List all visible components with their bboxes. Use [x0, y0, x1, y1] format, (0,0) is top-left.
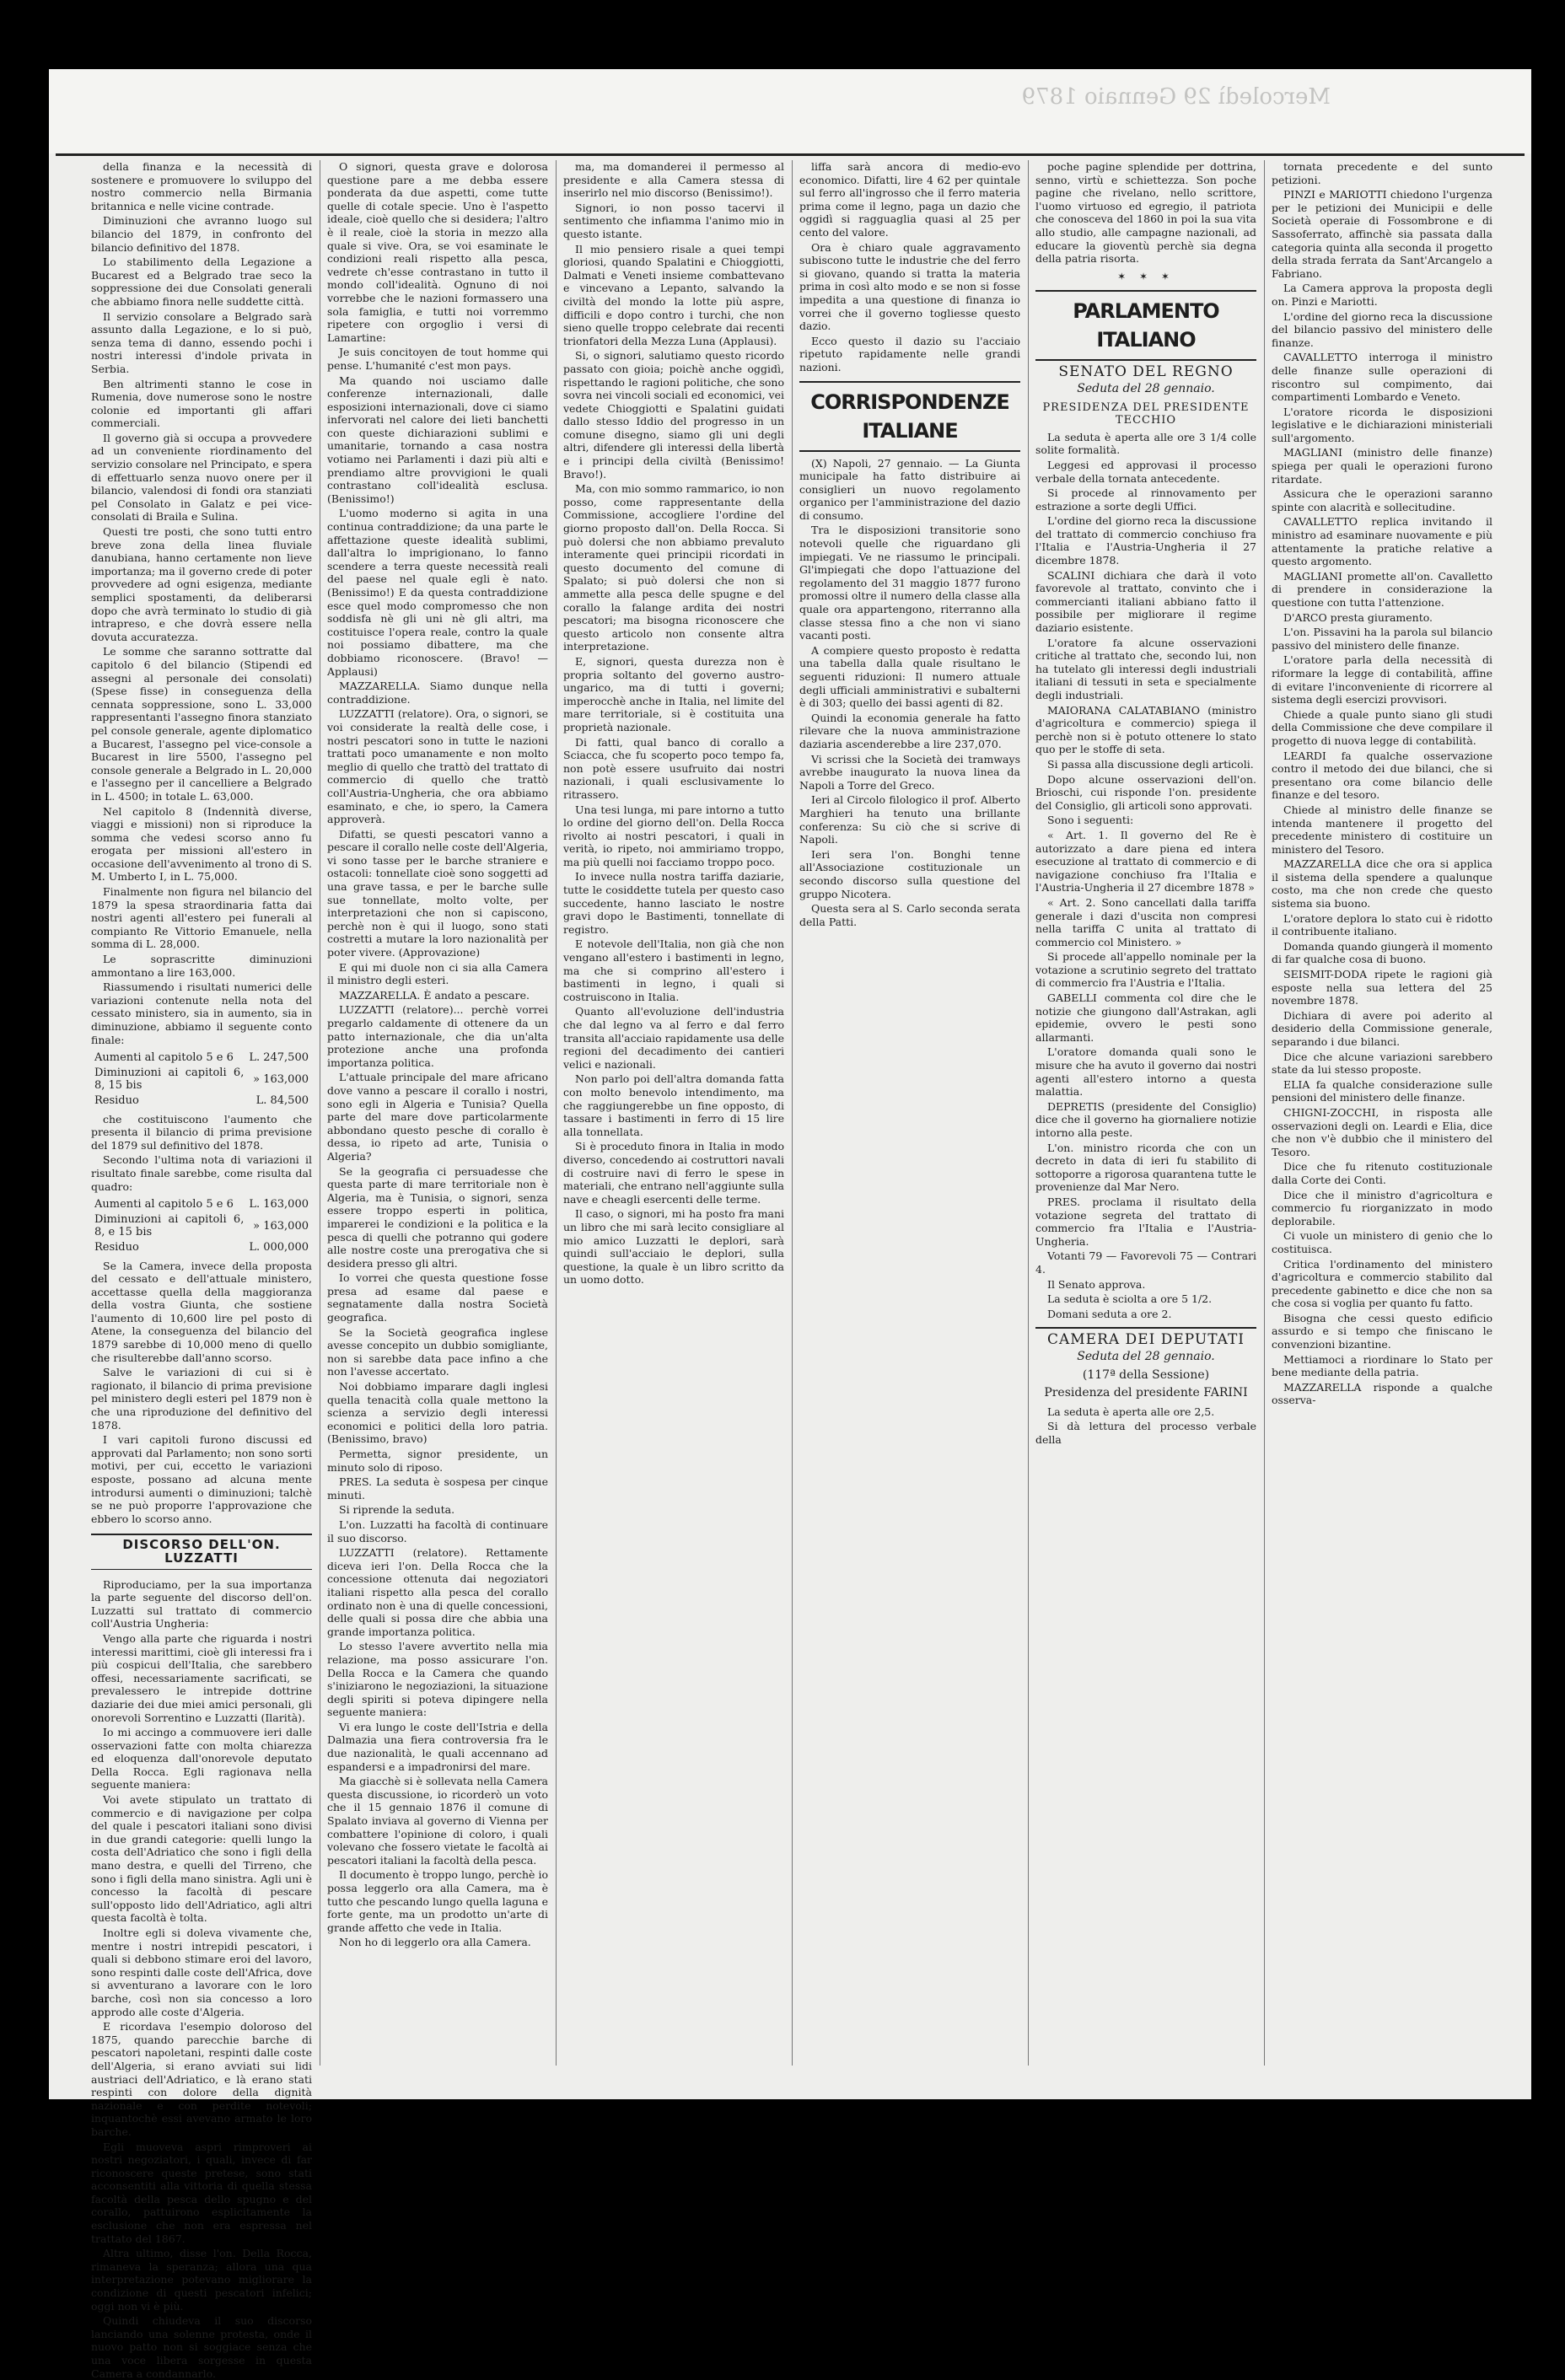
section-title-corrispondenze: CORRISPONDENZE ITALIANE: [799, 381, 1020, 452]
paragraph: Ieri al Circolo filologico il prof. Alberto Marghieri ha tenuto una brillante conferenza: Su ciò che si scrive di Napoli.: [799, 793, 1020, 846]
paragraph: Tra le disposizioni transitorie sono notevoli quelle che riguardano gli impiegati. Ve ne riassumo le principali. Gl'impiegati che dopo l'attuazione del regolamento del 31 maggio 1877 furono promossi oltre il numero della classe alla quale ora appartengono, riterranno alla classe stessa fino a che non vi siano vacanti posti.: [799, 524, 1020, 642]
paragraph: Assicura che le operazioni saranno spinte con alacrità e sollecitudine.: [1272, 487, 1492, 513]
column-4-paragraphs-2: [799, 457, 1020, 929]
paragraph: L'oratore ricorda le disposizioni legislative e le dichiarazioni ministeriali sull'argomento.: [1272, 405, 1492, 444]
paragraph: Ieri sera l'on. Bonghi tenne all'Associazione costituzionale un secondo discorso sulla questione del gruppo Nicotera.: [799, 847, 1020, 900]
paragraph: Si, o signori, salutiamo questo ricordo passato con gioia; poichè anche oggidì, rispettando le ragioni politiche, che sono sovra nei vincoli sociali ed economici, vei vedete Chioggiotti e Spalatini guidati dallo stesso Iddio del progresso in un comune disegno, siamo gli uni degli altri, difendere gli interessi della libertà e i principi della civiltà (Benissimo! Bravo!).: [563, 349, 784, 481]
paragraph: I vari capitoli furono discussi ed approvati dal Parlamento; non sono sorti motivi, per cui, eccetto le variazioni esposte, possano ad alcuna mente introdursi aumenti o diminuzioni; talchè se ne può proporre l'approvazione che ebbero lo scorso anno.: [91, 1433, 312, 1525]
paragraph: SEISMIT-DODA ripete le ragioni già esposte nella sua lettera del 25 novembre 1878.: [1272, 968, 1492, 1007]
paragraph: Ma giacchè si è sollevata nella Camera questa discussione, io ricorderò un voto che il 15 gennaio 1876 il comune di Spalato inviava al governo di Vienna per combattere l'opinione di coloro, i quali volevano che fossero vietate le facoltà ai pescatori italiani la facoltà della pesca.: [327, 1775, 548, 1867]
paragraph: Chiede a quale punto siano gli studi della Commissione che deve compilare il progetto di nuova legge di contabilità.: [1272, 707, 1492, 747]
paragraph: L'oratore fa alcune osservazioni critiche al trattato che, secondo lui, non ha tutelato gli interessi degli industriali italiani di tessuti in seta e specialmente degli industriali.: [1035, 636, 1256, 701]
paragraph: Ma, con mio sommo rammarico, io non posso, come rappresentante della Commissione, accogliere l'ordine del giorno proposto dall'on. Della Rocca. Si può dolersi che non abbiamo prevaluto interamente quei principii ricordati in questo documento del comune di Spalato; si può dolersi che non si ammette alla pesca delle spugne e del corallo la falange ardita dei nostri pescatori; ma bisogna riconoscere che questo articolo non consente altra interpretazione.: [563, 482, 784, 653]
paragraph: (X) Napoli, 27 gennaio. — La Giunta municipale ha fatto distribuire ai consiglieri un nuovo regolamento organico per l'amministrazione del dazio di consumo.: [799, 456, 1020, 522]
figure-label: Diminuzioni ai capitoli 6, 8, e 15 bis: [94, 1212, 245, 1239]
paragraph: Nel capitolo 8 (Indennità diverse, viaggi e missioni) non si riproduce la somma che vedesi scorso anno fu erogata per missioni all'estero in occasione dell'avvenimento al trono di S. M. Umberto I, in L. 75,000.: [91, 804, 312, 884]
paragraph: Votanti 79 — Favorevoli 75 — Contrari 4.: [1035, 1249, 1256, 1276]
paragraph: L'ordine del giorno reca la discussione del bilancio passivo del ministero delle finanze.: [1272, 309, 1492, 349]
paragraph: « Art. 1. Il governo del Re è autorizzato a dare piena ed intera esecuzione al trattato di commercio e di navigazione conchiuso fra l'Italia e l'Austria-Ungheria il 27 dicembre 1878 »: [1035, 828, 1256, 895]
paragraph: Questi tre posti, che sono tutti entro breve zona della linea fluviale danubiana, hanno certamente non lieve importanza; ma il governo crede di poter provvedere ad ogni esigenza, mediante semplici spostamenti, da deliberarsi dopo che avrà terminato lo studio di già intrapreso, e che dovrà essere nella dovuta accuratezza.: [91, 525, 312, 643]
senate-date: Seduta del 28 gennaio.: [1077, 381, 1215, 395]
paragraph: E qui mi duole non ci sia alla Camera il ministro degli esteri.: [327, 960, 548, 987]
paragraph: Il Senato approva.: [1047, 1277, 1146, 1291]
paragraph: MAGLIANI (ministro delle finanze) spiega per quali le operazioni furono ritardate.: [1272, 446, 1492, 486]
paragraph: MAZZARELLA dice che ora si applica il sistema della spendere a qualunque costo, ma che non crede che questo sistema sia buono.: [1272, 857, 1492, 911]
paragraph: Ben altrimenti stanno le cose in Rumenia, dove numerose sono le nostre colonie ed importanti gli affari commerciali.: [91, 377, 312, 430]
paragraph: Si riprende la seduta.: [339, 1503, 455, 1517]
column-4: [799, 160, 1020, 2074]
senate-title: SENATO DEL REGNO: [1058, 363, 1234, 381]
column-1-paragraphs-3: [91, 1260, 312, 1526]
senate-presidency: PRESIDENZA DEL PRESIDENTE TECCHIO: [1042, 400, 1250, 427]
paragraph: Ma quando noi usciamo dalle conferenze internazionali, dalle esposizioni internazionali, dove ci siamo infervorati nel calore dei lieti banchetti con queste dichiarazioni sublimi e umanitarie, tornando a casa nostra votiamo nei Parlamenti i dazi più alti e prendiamo altre provvigioni le quali contrastano coll'idealità esclusa. (Benissimo!): [327, 373, 548, 505]
paragraph: PRES. La seduta è sospesa per cinque minuti.: [327, 1475, 548, 1502]
paragraph: Permetta, signor presidente, un minuto solo di riposo.: [327, 1448, 548, 1474]
paragraph: Domanda quando giungerà il momento di far qualche cosa di buono.: [1272, 939, 1492, 966]
paragraph: A compiere questo proposto è redatta una tabella dalla quale risultano le seguenti riduzioni: Il numero attuale degli ufficiali amministrativi e subalterni è di 303; quello dei bassi agenti di 82.: [799, 643, 1020, 710]
paragraph: La Camera approva la proposta degli on. Pinzi e Mariotti.: [1272, 282, 1492, 308]
figure-row: [93, 1198, 310, 1211]
paragraph: L'oratore domanda quali sono le misure che ha avuto il governo dai nostri agenti all'estero intorno a questa malattia.: [1035, 1045, 1256, 1099]
paragraph: LUZZATTI (relatore)... perchè vorrei pregarlo caldamente di ottenere da un patto internazionale, che dia un'alta protezione anche una profonda importanza politica.: [327, 1003, 548, 1069]
paragraph: Il servizio consolare a Belgrado sarà assunto dalla Legazione, e lo si può, senza tema di danno, essendo pochi i nostri interessi d'indole privata in Serbia.: [91, 309, 312, 375]
paragraph: La seduta è aperta alle ore 3 1/4 colle solite formalità.: [1035, 430, 1256, 457]
figure-row: [93, 1241, 310, 1254]
paragraph: Io mi accingo a commuovere ieri dalle osservazioni fatte con molta chiarezza ed eloquenza dall'onorevole deputato Della Rocca. Egli ragionava nella seguente maniera:: [91, 1726, 312, 1792]
paragraph: Le somme che saranno sottratte dal capitolo 6 del bilancio (Stipendi ed assegni al personale dei consolati) (Spese fisse) in conseguenza della cennata soppressione, sono L. 33,000 rappresentanti l'assegno finora stanziato pel console generale, agente diplomatico a Bucarest, l'assegno pel vice-console a Bucarest in lire 5500, l'assegno pel console generale a Belgrado in L. 20,000 e l'assegno per il cancelliere a Belgrado in L. 4500; in totale L. 63,000.: [91, 645, 312, 803]
paragraph: Chiede al ministro delle finanze se intenda mantenere il progetto del precedente ministero di costituire un ministero del Tesoro.: [1272, 803, 1492, 856]
paragraph: Se la Camera, invece della proposta del cessato e dell'attuale ministero, accettasse quella della maggioranza della vostra Giunta, che sostiene l'aumento di 10,600 lire pel posto di Atene, la conseguenza del bilancio del 1879 sarebbe di 10,000 meno di quello che risulterebbe dall'anno scorso.: [91, 1259, 312, 1364]
paragraph: Le soprascritte diminuzioni ammontano a lire 163,000.: [91, 953, 312, 979]
paragraph: ma, ma domanderei il permesso al presidente e alla Camera stessa di inserirlo nel mio discorso (Benissimo!).: [563, 160, 784, 200]
paragraph: O signori, questa grave e dolorosa questione pare a me debba essere ponderata da due aspetti, come tutte quelle di cotale specie. Uno è l'aspetto ideale, cioè quello che si desidera; l'altro è il reale, cioè la storia in mezzo alla quale si vive. Ora, se voi esaminate le condizioni reali rispetto alla pesca, vedrete ch'esse contrastano in tutto il mondo coll'idealità. Ognuno di noi vorrebbe che le nazioni formassero una sola famiglia, e tutti noi vorremmo ripetere con orgoglio i versi di Lamartine:: [327, 160, 548, 344]
paragraph: Il mio pensiero risale a quei tempi gloriosi, quando Spalatini e Chioggiotti, Dalmati e Veneti insieme combattevano e vincevano a Lepanto, salvando la civiltà del mondo la lotte più aspre, difficili e dopo contro i turchi, che non sieno quelle troppo celebrate dai recenti trionfatori della Mezza Luna (Applausi).: [563, 242, 784, 347]
column-5: [1035, 160, 1256, 2074]
paragraph: Secondo l'ultima nota di variazioni il risultato finale sarebbe, come risulta dal quadro:: [91, 1153, 312, 1193]
paragraph: GABELLI commenta col dire che le notizie che giungono dall'Astrakan, agli epidemie, ovvero le pesti sono allarmanti.: [1035, 991, 1256, 1044]
figure-row: [93, 1051, 310, 1065]
paragraph: Riassumendo i risultati numerici delle variazioni contenute nella nota del cessato ministero, sia in aumento, sia in diminuzione, abbiamo il seguente conto finale:: [91, 980, 312, 1046]
figure-label: Residuo: [94, 1093, 139, 1107]
paragraph: L'on. Luzzatti ha facoltà di continuare il suo discorso.: [327, 1518, 548, 1545]
separator-stars: ✶ ✶ ✶: [1117, 270, 1175, 282]
paragraph: Il documento è troppo lungo, perchè io possa leggerlo ora alla Camera, ma è tutto che pescando lungo quella laguna e forte gente, ma un prodotto un'arte di grande affetto che vede in Italia.: [327, 1868, 548, 1934]
paragraph: MAZZARELLA. È andato a pescare.: [339, 988, 530, 1002]
column-1-paragraphs-2: [91, 1113, 312, 1194]
paragraph: Ecco questo il dazio su l'acciaio ripetuto rapidamente nelle grandi nazioni.: [799, 334, 1020, 373]
paragraph: Ora è chiaro quale aggravamento subiscono tutte le industrie che del ferro si giovano, quando si tratta la materia prima in così alto modo e se non si fosse impedita a una questione di finanza io vorrei che il governo togliesse questo dazio.: [799, 240, 1020, 333]
paragraph: Signori, io non posso tacervi il sentimento che infiamma l'animo mio in questo istante.: [563, 201, 784, 240]
paragraph: Ci vuole un ministero di genio che lo costituisca.: [1272, 1229, 1492, 1255]
paragraph: Inoltre egli si doleva vivamente che, mentre i nostri intrepidi pescatori, i quali si debbono stimare eroi del lavoro, sono respinti dalle coste dell'Africa, dove si avventurano a lavorare con le loro barche, così non sia concesso a loro approdo alle coste d'Algeria.: [91, 1926, 312, 2018]
paragraph: Vi scrissi che la Società dei tramways avrebbe inaugurato la nuova linea da Napoli a Torre del Greco.: [799, 752, 1020, 792]
figure-value: » 163,000: [253, 1072, 309, 1086]
paragraph: DEPRETIS (presidente del Consiglio) dice che il governo ha giornaliere notizie intorno alla peste.: [1035, 1099, 1256, 1139]
paragraph: Il caso, o signori, mi ha posto fra mani un libro che mi sarà lecito consigliare al mio amico Luzzatti le deplori, sarà quindi sull'acciaio le deplori, sulla questione, la quale è un libro scritto da un uomo dotto.: [563, 1207, 784, 1287]
column-4-paragraphs: [799, 160, 1020, 374]
figure-value: L. 163,000: [249, 1198, 309, 1211]
paragraph: CAVALLETTO replica invitando il ministro ad esaminare nuovamente e più attentamente la pratiche relative a questo argomento.: [1272, 515, 1492, 568]
column-3-paragraphs: [563, 160, 784, 1287]
paragraph: Il governo già si occupa a provvedere ad un conveniente riordinamento del servizio consolare nel Principato, e spera di effettuarlo senza nuovo onere per il bilancio, valendosi di fondi ora stanziati pel Consolato in Galatz e pei vice-consolati di Braila e Sulina.: [91, 431, 312, 524]
paragraph: MAGLIANI promette all'on. Cavalletto di prendere in considerazione la questione con tutta l'attenzione.: [1272, 569, 1492, 609]
column-2-paragraphs: [327, 160, 548, 1949]
figure-row: [93, 1213, 310, 1239]
figure-label: Diminuzioni ai capitoli 6, 8, 15 bis: [94, 1066, 245, 1093]
paragraph: Sono i seguenti:: [1047, 814, 1134, 827]
figure-row: [93, 1066, 310, 1093]
figures-table-2: [91, 1196, 312, 1255]
column-1-paragraphs: [91, 160, 312, 1046]
paragraph: Una tesi lunga, mi pare intorno a tutto lo ordine del giorno dell'on. Della Rocca rivolto ai nostri pescatori, i quali in verità, io ripeto, noi ammiriamo troppo, ma più quelli noi facciamo troppo poco.: [563, 803, 784, 868]
figure-row: [93, 1094, 310, 1108]
paragraph: Dice che il ministro d'agricoltura e commercio fu riorganizzato in modo deplorabile.: [1272, 1188, 1492, 1228]
paragraph: ELIA fa qualche considerazione sulle pensioni del ministero delle finanze.: [1272, 1077, 1492, 1104]
paragraph: La seduta è sciolta a ore 5 1/2.: [1047, 1292, 1213, 1306]
figures-table-1: [91, 1050, 312, 1109]
figure-label: Residuo: [94, 1240, 139, 1254]
paragraph: PRES. proclama il risultato della votazione segreta del trattato di commercio fra l'Italia e l'Austria-Ungheria.: [1035, 1195, 1256, 1248]
column-1-paragraphs-4: [91, 1578, 312, 2380]
header-strip: [49, 69, 1531, 153]
paragraph: L'attuale principale del mare africano dove vanno a pescare il corallo i nostri, sono egli in Algeria e Tunisia? Quella parte del mare dove particolarmente abbondano questo pesche di corallo è dessa, io ripeto ad arte, Tunisia o Algeria?: [327, 1071, 548, 1163]
paragraph: Je suis concitoyen de tout homme qui pense. L'humanité c'est mon pays.: [327, 346, 548, 372]
paragraph: Vengo alla parte che riguarda i nostri interessi marittimi, cioè gli interessi fra i più cospicui dell'Italia, che sarebbero offesi, necessariamente sacrificati, se prevalessero le intrepide dottrine daziarie dei due miei amici personali, gli onorevoli Sorrentino e Luzzatti (Ilarità).: [91, 1631, 312, 1724]
paragraph: Si procede al rinnovamento per estrazione a sorte degli Uffici.: [1035, 486, 1256, 513]
paragraph: L'uomo moderno si agita in una continua contraddizione; da una parte le affettazione queste idealità sublimi, dall'altra lo imprigionano, lo fanno scendere a terra queste necessità reali del paese nel quale egli è nato. (Benissimo!) E da questa contraddizione esce quel modo compromesso che non soddisfa nè gli uni nè gli altri, ma costituisce l'opera reale, contro la quale noi possiamo dibattere, ma che dobbiamo riconoscere. (Bravo! — Applausi): [327, 507, 548, 678]
paragraph: Non ho di leggerlo ora alla Camera.: [339, 1936, 531, 1949]
figure-label: Aumenti al capitolo 5 e 6: [94, 1051, 234, 1065]
column-divider: [1264, 160, 1265, 2066]
paragraph: liffa sarà ancora di medio-evo economico. Difatti, lire 4 62 per quintale sul ferro all'ingrosso che il ferro materia prima come il legno, paga un dazio che oggidì si ragguaglia quasi al 25 per cento del valore.: [799, 160, 1020, 239]
column-3: [563, 160, 784, 2074]
paragraph: Vi era lungo le coste dell'Istria e della Dalmazia una fiera controversia fra le due nazionalità, le quali accennano ad espandersi e a impadronirsi del mare.: [327, 1720, 548, 1773]
paragraph: MAIORANA CALATABIANO (ministro d'agricoltura e commercio) spiega il perchè non si è potuto ottenere lo stato quo per le stoffe di seta.: [1035, 703, 1256, 756]
paragraph: Finalmente non figura nel bilancio del 1879 la spesa straordinaria fatta dai nostri agenti all'estero pei funerali al compianto Re Vittorio Emanuele, nella somma di L. 28,000.: [91, 885, 312, 951]
column-6-paragraphs: [1272, 160, 1492, 1407]
column-5-paragraphs-3: [1035, 1405, 1256, 1447]
column-1: [91, 160, 312, 2380]
paragraph: Io invece nulla nostra tariffa daziarie, tutte le cosiddette tutela per questo caso succedente, hanno lasciato le nostre gravi dopo le Bastimenti, tonnellate di registro.: [563, 870, 784, 936]
paragraph: Se la geografia ci persuadesse che questa parte di mare territoriale non è Algeria, ma è Tunisia, o signori, senza essere troppo esperti in politica, imparerei le condizioni e la politica e la pesca di quelli che potranno qui godere alle nostre coste una prerogativa che si desidera presso gli altri.: [327, 1164, 548, 1270]
paragraph: Dopo alcune osservazioni dell'on. Brioschi, cui risponde l'on. presidente del Consiglio, gli articoli sono approvati.: [1035, 772, 1256, 812]
paragraph: Difatti, se questi pescatori vanno a pescare il corallo nelle coste dell'Algeria, vi sono tasse per le barche straniere e ostacoli: tonnellate cioè sono soggetti ad una grave tassa, e per le barche sulle sue tonnellate, molto volte, per interpretazioni che non si capiscono, perchè non è qui il luogo, sono stati costretti a mutare la loro nazionalità per poter vivere. (Approvazione): [327, 827, 548, 959]
paragraph: tornata precedente e del sunto petizioni.: [1272, 160, 1492, 186]
paragraph: LEARDI fa qualche osservazione contro il metodo dei due bilanci, che si presentano ora come bilancio delle finanze e del tesoro.: [1272, 749, 1492, 802]
paragraph: LUZZATTI (relatore). Ora, o signori, se voi considerate la realtà delle cose, i nostri pescatori sono in tutte le nazioni trattati poco umanamente e non molto meglio di quello che trattò del trattato di commercio di quello che trattò coll'Austria-Ungheria, che ora abbiamo esaminato, e che, io spero, la Camera approverà.: [327, 707, 548, 826]
paragraph: Lo stesso l'avere avvertito nella mia relazione, ma posso assicurare l'on. Della Rocca e la Camera che quando s'iniziarono le negoziazioni, la situazione degli spiriti si poteva dipingere nella seguente maniera:: [327, 1640, 548, 1719]
paragraph: LUZZATTI (relatore). Rettamente diceva ieri l'on. Della Rocca che la concessione ottenuta dai negoziatori italiani rispetto alla pesca del corallo ordinato non è una di quelle concessioni, delle quali si possa dire che abbia una grande importanza politica.: [327, 1546, 548, 1638]
paragraph: Si procede all'appello nominale per la votazione a scrutinio segreto del trattato di commercio fra l'Austria e l'Italia.: [1035, 950, 1256, 990]
section-title-luzzatti: DISCORSO DELL'ON. LUZZATTI: [91, 1534, 312, 1569]
paragraph: Quanto all'evoluzione dell'industria che dal legno va al ferro e dal ferro transita all'acciaio rapidamente usa delle regioni del decadimento dei cantieri velici e nazionali.: [563, 1005, 784, 1071]
paragraph: Si passa alla discussione degli articoli.: [1047, 757, 1254, 771]
paragraph: Voi avete stipulato un trattato di commercio e di navigazione per colpa del quale i pescatori italiani sono divisi in due grandi categorie: quelli lungo la costa dell'Adriatico che sono i figli della mano destra, e quelli del Tirreno, che sono i figli della mano sinistra. Agli uni è concesso la facoltà di pescare sull'opposto lido dell'Adriatico, agli altri questa facoltà è tolta.: [91, 1793, 312, 1925]
paragraph: Dichiara di avere poi aderito al desiderio della Commissione generale, separando i due bilanci.: [1272, 1008, 1492, 1048]
column-2: [327, 160, 548, 2074]
paragraph: L'oratore deplora lo stato cui è ridotto il contribuente italiano.: [1272, 911, 1492, 938]
paragraph: Salve le variazioni di cui si è ragionato, il bilancio di prima previsione pel ministero degli esteri pel 1879 non è che una riproduzione del definitivo del 1878.: [91, 1366, 312, 1432]
paragraph: Si è proceduto finora in Italia in modo diverso, concedendo ai costruttori navali di costruire navi di ferro le spese in materiali, che entrano nell'aggiunte sulla nave e cheagli esercenti delle terme.: [563, 1140, 784, 1206]
paragraph: L'oratore parla della necessità di riformare la legge di contabilità, affine di evitare l'inconveniente di ricorrere al sistema degli esercizi provvisori.: [1272, 653, 1492, 706]
paragraph: La seduta è aperta alle ore 2,5.: [1047, 1405, 1215, 1418]
paragraph: Non parlo poi dell'altra domanda fatta con molto benevolo intendimento, ma che raggiungerebbe un fine opposto, di tassare i bastimenti in ferro di 15 lire alla tonnellata.: [563, 1072, 784, 1138]
figure-value: » 163,000: [253, 1219, 309, 1233]
paragraph: SCALINI dichiara che darà il voto favorevole al trattato, convinto che i commercianti italiani abbiano fatto il possibile per migliorare il regime daziario esistente.: [1035, 568, 1256, 635]
camera-presidency: Presidenza del presidente FARINI: [1044, 1386, 1248, 1400]
paragraph: MAZZARELLA risponde a qualche osserva-: [1272, 1380, 1492, 1407]
paragraph: Critica l'ordinamento del ministero d'agricoltura e commercio stabilito dal precedente gabinetto e dice che non sa che cosa si voglia per quanto fu fatto.: [1272, 1257, 1492, 1310]
paragraph: Questa sera al S. Carlo seconda serata della Patti.: [799, 902, 1020, 928]
column-6: [1272, 160, 1492, 2074]
paragraph: E notevole dell'Italia, non già che non vengano all'estero i bastimenti in legno, ma che si comprino all'estero i bastimenti in legno, i quali si costruiscono in Italia.: [563, 937, 784, 1003]
paragraph: CAVALLETTO interroga il ministro delle finanze sulle operazioni di riscontro sul compimento, dai compartimenti Lombardo e Veneto.: [1272, 351, 1492, 404]
paragraph: della finanza e la necessità di sostenere e promuovere lo sviluppo del nostro commercio nella Birmania britannica e nelle vicine contrade.: [91, 160, 312, 212]
paragraph: Mettiamoci a riordinare lo Stato per bene mediante della patria.: [1272, 1352, 1492, 1379]
column-divider: [792, 160, 793, 2066]
column-5-paragraphs-2: [1035, 431, 1256, 1321]
paragraph: E, signori, questa durezza non è propria soltanto del governo austro-ungarico, ma di tutti i governi; imperocchè anche in Italia, nel limite del mare territoriale, si è costituita una proprietà nazionale.: [563, 654, 784, 733]
paragraph: Bisogna che cessi questo edificio assurdo e si tempo che finiscano le convenzioni bizantine.: [1272, 1311, 1492, 1351]
paragraph: Dice che fu ritenuto costituzionale dalla Corte dei Conti.: [1272, 1160, 1492, 1186]
paragraph: Io vorrei che questa questione fosse presa ad esame dal paese e segnatamente dalla nostra Società geografica.: [327, 1271, 548, 1324]
paragraph: poche pagine splendide per dottrina, senno, virtù e schiettezza. Son poche pagine che rivelano, nello scrittore, l'uomo virtuoso ed egregio, il patriota che conosceva del 1860 in poi la sua vita allo studio, alle campagne nazionali, ad educare la gioventù perchè sia degna della patria risorta.: [1035, 160, 1256, 266]
paragraph: Riproduciamo, per la sua importanza la parte seguente del discorso dell'on. Luzzatti sul trattato di commercio coll'Austria Ungheria:: [91, 1577, 312, 1631]
paragraph: Egli muoveva aspri rimproveri ai nostri negoziatori, i quali, invece di far riconoscere queste pretese, sono stati acconsentiti alla vittoria di quella stessa facoltà della pesca dello spugno e del corallo, pattuirono esplicitamente la esclusione che non era espressa nel trattato del 1867.: [91, 2140, 312, 2245]
column-divider: [1028, 160, 1029, 2066]
paragraph: Si dà lettura del processo verbale della: [1035, 1420, 1256, 1446]
paragraph: E ricordava l'esempio doloroso del 1875, quando parecchie barche di pescatori napoletani, respinti dalle coste dell'Algeria, si erano avviati sui lidi austriaci dell'Adriatico, e là erano stati respinti con dolore della dignità nazionale e con perdite notevoli; inquantochè essi avevano armato le loro barche.: [91, 2020, 312, 2138]
figure-value: L. 000,000: [249, 1240, 309, 1254]
paragraph: L'on. Pissavini ha la parola sul bilancio passivo del ministero delle finanze.: [1272, 626, 1492, 652]
paragraph: Quindi chiudeva il suo discorso lanciando una solenne protesta, onde il nuovo patto non si soggiace senza che una voce libera sorgesse in questa Camera a condannarlo.: [91, 2314, 312, 2380]
paragraph: L'on. ministro ricorda che con un decreto in data di ieri fu stabilito di sottoporre a rigorosa quarantena tutte le provenienze dal Mar Nero.: [1035, 1141, 1256, 1194]
parlamento-title: PARLAMENTO ITALIANO: [1035, 290, 1256, 361]
camera-date: Seduta del 28 gennaio.: [1077, 1349, 1215, 1363]
paragraph: Noi dobbiamo imparare dagli inglesi quella tenacità colla quale mettono la scienza a servizio degli interessi economici e politici della loro patria. (Benissimo, bravo): [327, 1380, 548, 1446]
mirrored-header-text: Mercoledì 29 Gennaio 1879: [1021, 84, 1331, 110]
paragraph: D'ARCO presta giuramento.: [1283, 610, 1433, 624]
paragraph: L'ordine del giorno reca la discussione del trattato di commercio conchiuso fra l'Italia e l'Austria-Ungheria il 27 dicembre 1878.: [1035, 514, 1256, 567]
paragraph: Diminuzioni che avranno luogo sul bilancio del 1879, in confronto del bilancio definitivo del 1878.: [91, 214, 312, 254]
paragraph: Domani seduta a ore 2.: [1047, 1307, 1172, 1320]
paragraph: Dice che alcune variazioni sarebbero state da lui stesso proposte.: [1272, 1050, 1492, 1077]
paragraph: « Art. 2. Sono cancellati dalla tariffa generale i dazi d'uscita non compresi nella tariffa C unita al trattato di commercio col Ministero. »: [1035, 895, 1256, 948]
column-divider: [556, 160, 557, 2066]
top-rule: [56, 153, 1525, 156]
figure-label: Aumenti al capitolo 5 e 6: [94, 1198, 234, 1211]
paragraph: CHIGNI-ZOCCHI, in risposta alle osservazioni degli on. Leardi e Elia, dice che non v'è dubbio che il ministero del Tesoro.: [1272, 1105, 1492, 1158]
paragraph: Lo stabilimento della Legazione a Bucarest ed a Belgrado trae seco la soppressione dei due Consolati generali che abbiamo finora nelle suddette città.: [91, 255, 312, 308]
paragraph: che costituiscono l'aumento che presenta il bilancio di prima previsione del 1879 sul definitivo del 1878.: [91, 1112, 312, 1152]
paragraph: Altra ultimo, disse l'on. Della Rocca, rimaneva la speranza; allora una qua interpretazione potevano migliorare la condizione di questi pescatori infelici; oggi non vi è più.: [91, 2247, 312, 2313]
column-5-paragraphs: [1035, 160, 1256, 266]
figure-value: L. 247,500: [249, 1051, 309, 1065]
paragraph: PINZI e MARIOTTI chiedono l'urgenza per le petizioni dei Municipii e delle Società operaie di Fossombrone e di Sassoferrato, affinchè sia passata dalla categoria quinta alla seconda il progetto della strada ferrata da Sant'Arcangelo a Fabriano.: [1272, 188, 1492, 280]
paragraph: MAZZARELLA. Siamo dunque nella contraddizione.: [327, 680, 548, 706]
paragraph: Se la Società geografica inglese avesse concepito un dubbio somigliante, non si sarebbe data pace infino a che non l'avesse accertato.: [327, 1325, 548, 1378]
paragraph: Quindi la economia generale ha fatto rilevare che la nuova amministrazione daziaria ascenderebbe a lire 237,070.: [799, 711, 1020, 750]
figure-value: L. 84,500: [255, 1093, 309, 1107]
paragraph: Di fatti, qual banco di corallo a Sciacca, che fu scoperto poco tempo fa, non potè essere usufruito dai nostri nazionali, i quali esclusivamente lo ritrassero.: [563, 735, 784, 801]
camera-title: CAMERA DEI DEPUTATI: [1035, 1327, 1256, 1347]
camera-session: (117ª della Sessione): [1082, 1367, 1210, 1382]
paragraph: Leggesi ed approvasi il processo verbale della tornata antecedente.: [1035, 458, 1256, 485]
